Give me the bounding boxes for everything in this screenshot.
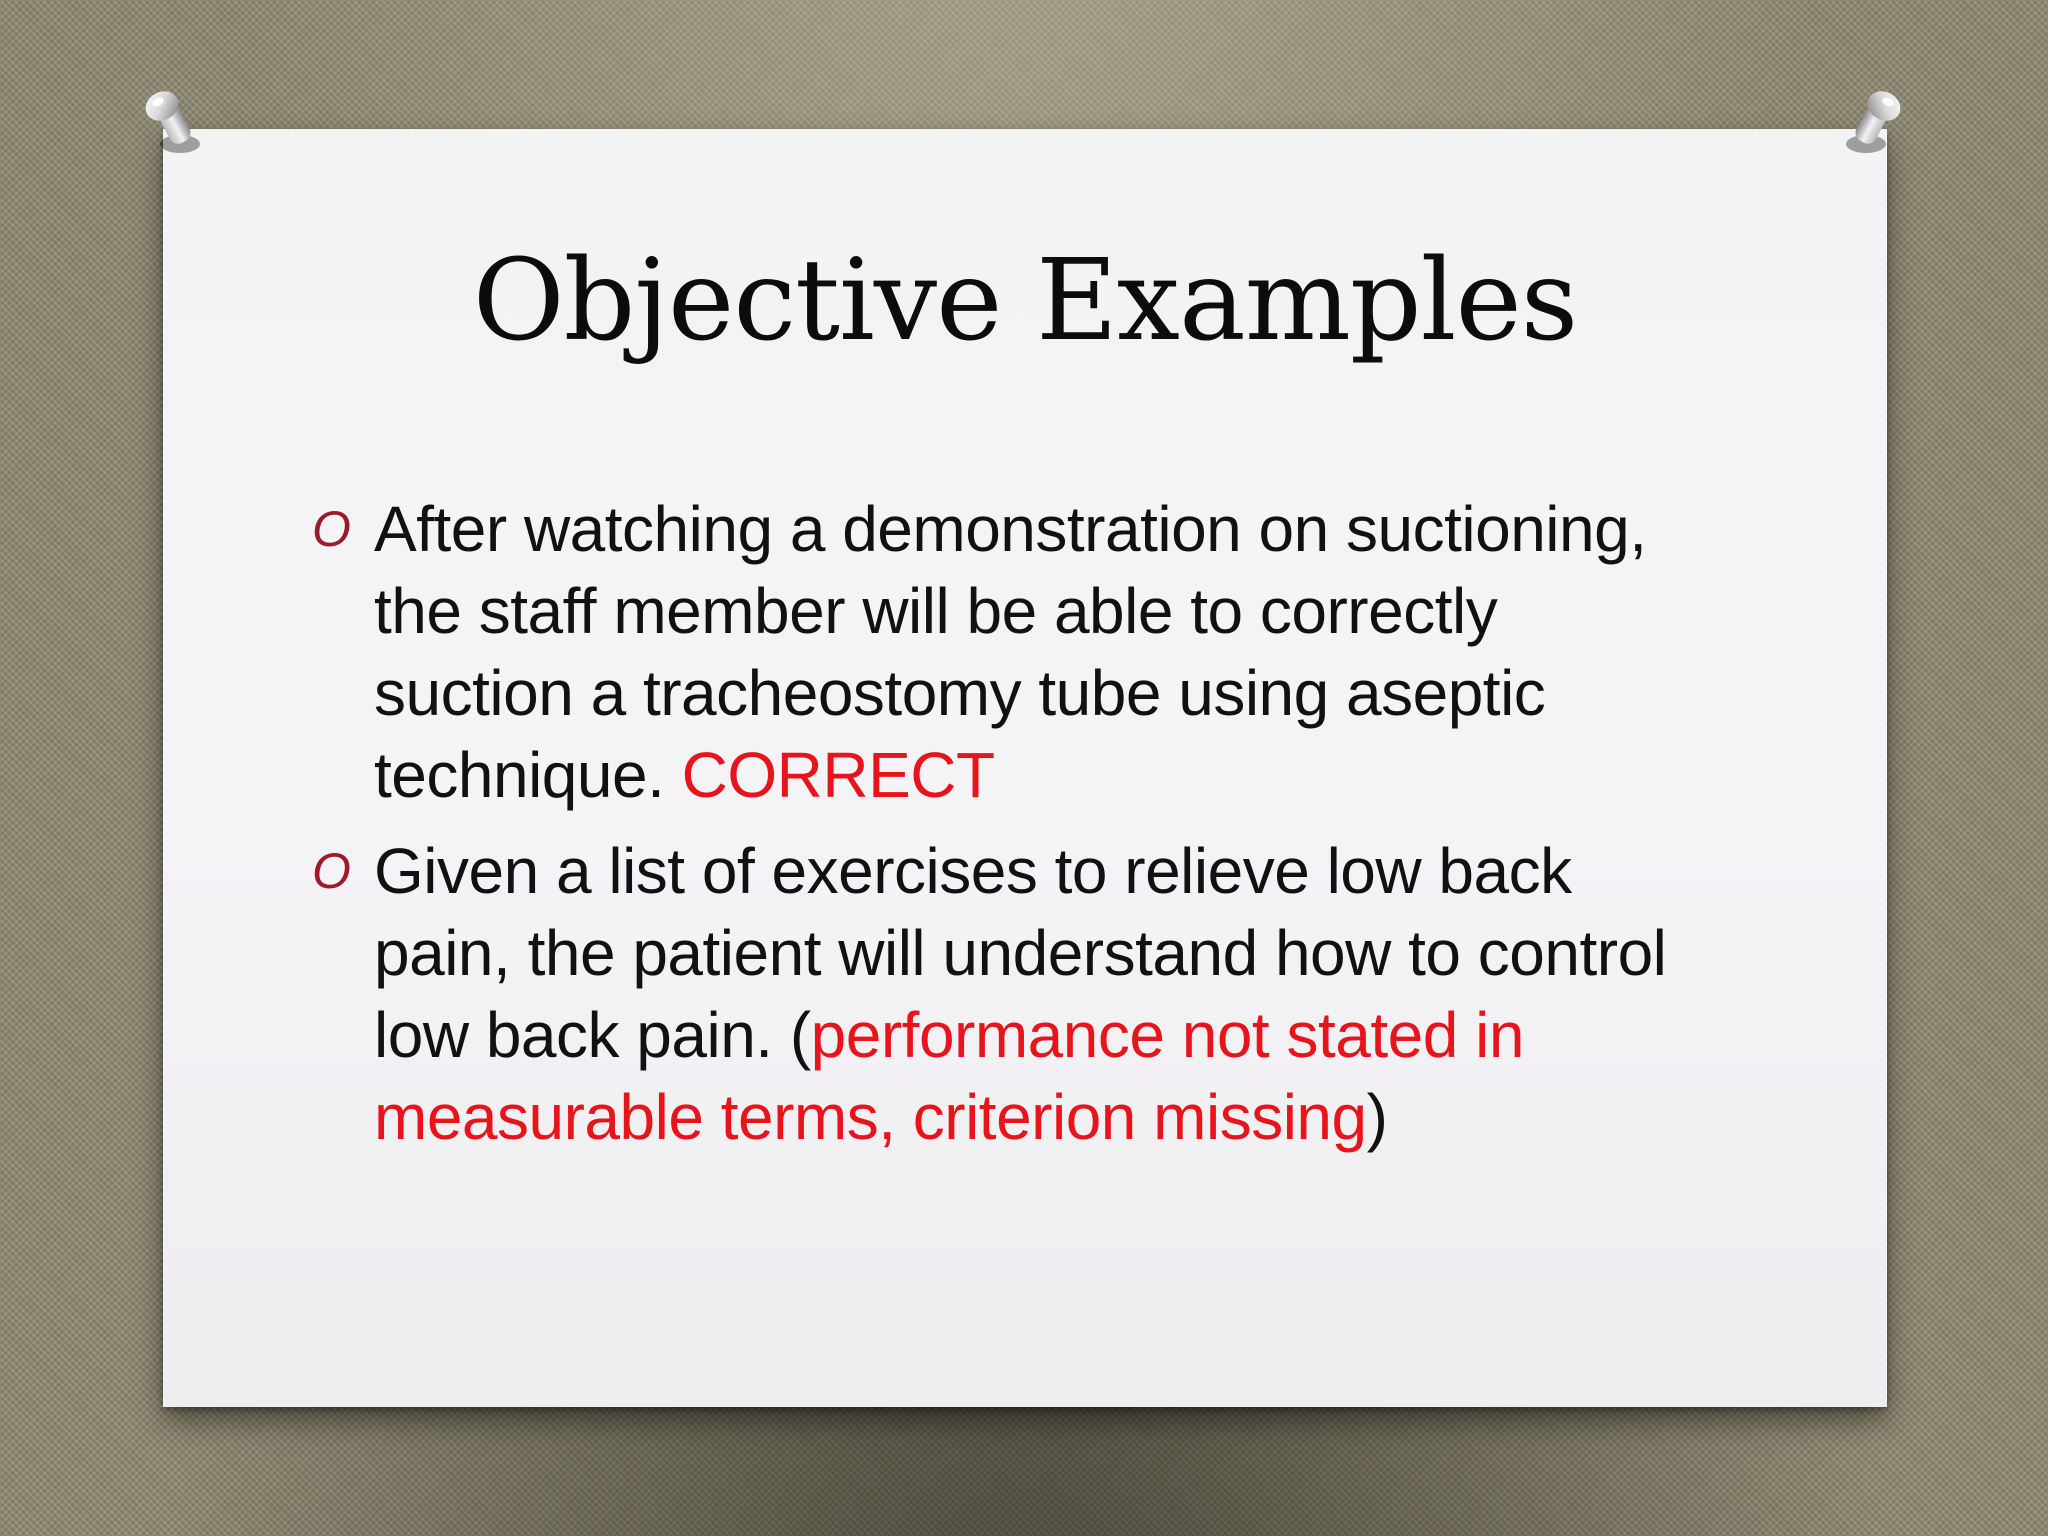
bullet-item (312, 488, 1672, 816)
bullet-item (312, 830, 1672, 1158)
open-paren: ( (789, 999, 811, 1071)
bullet-verdict: CORRECT (681, 739, 995, 811)
pushpin-icon (1840, 84, 1906, 164)
slide-title: Objective Examples (472, 236, 1578, 366)
bullet-text: Given a list of exercises to relieve low back pain, the patient will understand how to control low back pain. (374, 835, 1667, 1071)
bullet-list (312, 488, 1672, 1172)
bullet-marker: O (312, 501, 351, 557)
bullet-verdict: performance not stated in measurable terms, criterion missing (374, 999, 1524, 1153)
bullet-marker: O (312, 843, 351, 899)
pushpin-icon (140, 84, 206, 164)
close-paren: ) (1366, 1081, 1388, 1153)
bullet-text: After watching a demonstration on suctioning, the staff member will be able to correctly suction a tracheostomy tube using aseptic technique. (374, 493, 1647, 811)
